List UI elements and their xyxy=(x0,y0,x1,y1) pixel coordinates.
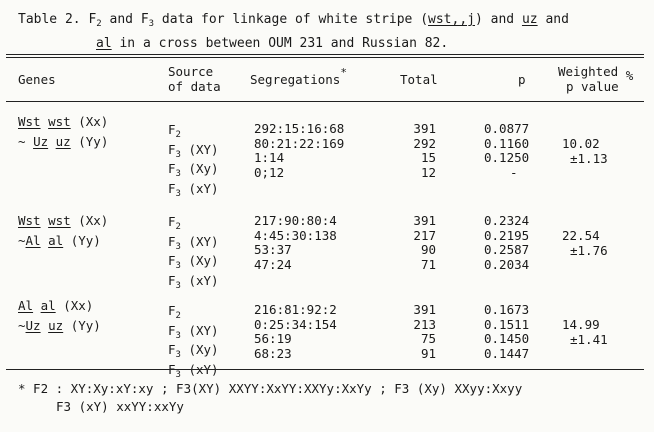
footnote-line-2: F3 (xY) xxYY:xxYy xyxy=(56,399,184,414)
p-value-cell: 0.1160 xyxy=(484,135,530,151)
group-1-p-values xyxy=(484,122,529,180)
header-p: p xyxy=(518,72,526,87)
gene-pair-2 xyxy=(18,211,108,251)
header-weighted xyxy=(558,64,633,94)
genotype-code: (Xx) xyxy=(78,213,109,228)
total-cell: 391 xyxy=(413,213,436,228)
header-weighted-line1: Weighted xyxy=(558,64,619,79)
footnote-line-1: * F2 : XY:Xy:xY:xy ; F3(XY) XXYY:XxYY:XXYy:XxYy ; F3 (Xy) XXyy:Xxyy xyxy=(18,381,523,396)
caption-line-2 xyxy=(18,34,569,53)
total-cell: 15 xyxy=(420,150,436,166)
caption-gene-symbol: al xyxy=(96,36,112,51)
segregation-cell: 53:37 xyxy=(254,242,292,258)
caption-text: in a cross between OUM 231 and Russian 82. xyxy=(111,36,449,51)
gene-symbol: wst xyxy=(48,213,71,228)
p-value-cell: 0.2324 xyxy=(484,213,530,228)
p-value-cell: 0.1447 xyxy=(484,345,530,361)
gene-symbol: Al xyxy=(25,233,41,248)
gene-symbol: uz xyxy=(55,134,71,149)
segregation-cell: 80:21:22:169 xyxy=(254,135,345,151)
header-source xyxy=(168,64,221,94)
segregation-cell: 47:24 xyxy=(254,256,292,272)
total-cell: 75 xyxy=(420,331,436,347)
linkage-mark: ~ xyxy=(18,134,26,149)
segregation-cell: 56:19 xyxy=(254,331,292,347)
genotype-code: (Yy) xyxy=(70,318,101,333)
group-2-totals xyxy=(400,214,436,272)
segregation-cell: 68:23 xyxy=(254,345,292,361)
header-genes: Genes xyxy=(18,72,56,87)
gene-symbol: al xyxy=(40,298,56,313)
header-segregations xyxy=(250,66,347,88)
weighted-error: ±1.76 xyxy=(570,242,608,258)
total-cell: 71 xyxy=(420,256,436,272)
top-rule-double xyxy=(6,57,644,58)
group-2-segregations xyxy=(254,214,337,272)
weighted-error: ±1.41 xyxy=(570,331,608,347)
source-cell: $F_3$ (Xy) xyxy=(168,161,219,180)
header-weighted-line2: p value xyxy=(566,79,619,94)
segregation-cell: 4:45:30:138 xyxy=(254,227,337,243)
genotype-code: (Xx) xyxy=(63,298,94,313)
caption-text: data for linkage of white stripe ( xyxy=(154,12,429,27)
total-cell: 12 xyxy=(420,164,436,180)
source-cell: $F_3$ (xY) xyxy=(168,272,219,291)
linkage-mark: ~ xyxy=(18,318,26,333)
header-percent-sign: % xyxy=(625,68,634,83)
segregation-cell: 0:25:34:154 xyxy=(254,316,337,332)
gene-symbol: Uz xyxy=(33,134,49,149)
group-3-segregations xyxy=(254,303,337,361)
header-source-line1: Source xyxy=(168,64,214,79)
source-cell: $F_3$ (Xy) xyxy=(168,253,219,272)
source-cell: $F_3$ (xY) xyxy=(168,361,219,380)
source-cell: $F_3$ (XY) xyxy=(168,233,219,252)
gene-symbol: Wst xyxy=(18,114,41,129)
bottom-rule xyxy=(6,369,644,370)
p-value-cell: 0.1450 xyxy=(484,331,530,347)
caption-gene-symbol: wst,,j xyxy=(428,12,475,27)
p-value-cell: 0.1673 xyxy=(484,302,530,317)
p-value-cell: 0.1250 xyxy=(484,150,530,166)
gene-pair-3 xyxy=(18,296,101,336)
genotype-code: (Xx) xyxy=(78,114,109,129)
p-value-cell: 0.1511 xyxy=(484,316,530,332)
group-1-totals xyxy=(400,122,436,180)
caption-subscript: 3 xyxy=(148,19,155,29)
p-value-cell: - xyxy=(510,164,518,180)
caption-text: Table 2. F xyxy=(18,12,97,27)
genotype-code: (Yy) xyxy=(70,233,101,248)
gene-symbol: al xyxy=(48,233,64,248)
header-total: Total xyxy=(400,72,438,87)
gene-symbol: Wst xyxy=(18,213,41,228)
total-cell: 391 xyxy=(413,121,436,136)
gene-symbol: Al xyxy=(18,298,34,313)
gene-symbol: Uz xyxy=(25,318,41,333)
caption-text: and xyxy=(537,12,569,27)
total-cell: 292 xyxy=(413,135,436,151)
p-value-cell: 0.2587 xyxy=(484,242,530,258)
header-footnote-marker: * xyxy=(340,66,347,79)
p-value-cell: 0.2195 xyxy=(484,227,530,243)
header-source-line2: of data xyxy=(168,79,221,94)
group-3-sources xyxy=(168,304,219,382)
weighted-value: 14.99 xyxy=(562,317,600,332)
gene-symbol: wst xyxy=(48,114,71,129)
caption-text: and F xyxy=(101,12,149,27)
source-cell: $F_3$ (Xy) xyxy=(168,342,219,361)
caption-line-1 xyxy=(18,10,569,34)
table-footnote xyxy=(18,380,522,416)
source-cell: $F_2$ xyxy=(168,214,181,232)
total-cell: 90 xyxy=(420,242,436,258)
p-value-cell: 0.0877 xyxy=(484,121,530,136)
weighted-value: 10.02 xyxy=(562,136,600,151)
p-value-cell: 0.2034 xyxy=(484,256,530,272)
source-cell: $F_3$ (XY) xyxy=(168,322,219,341)
table-caption xyxy=(18,10,569,53)
genotype-code: (Yy) xyxy=(78,134,109,149)
segregation-cell: 217:90:80:4 xyxy=(254,213,337,228)
total-cell: 391 xyxy=(413,302,436,317)
weighted-value: 22.54 xyxy=(562,228,600,243)
segregation-cell: 292:15:16:68 xyxy=(254,121,345,136)
weighted-error: ±1.13 xyxy=(570,150,608,166)
group-1-sources xyxy=(168,123,219,201)
caption-text: ) and xyxy=(475,12,522,27)
top-rule xyxy=(6,54,644,55)
caption-gene-symbol: uz xyxy=(521,12,538,27)
group-2-weighted xyxy=(562,229,608,258)
header-segregations-text: Segregations xyxy=(250,72,341,87)
total-cell: 213 xyxy=(413,316,436,332)
linkage-mark: ~ xyxy=(18,233,26,248)
source-cell: $F_2$ xyxy=(168,122,181,140)
source-cell: $F_2$ xyxy=(168,303,181,321)
segregation-cell: 216:81:92:2 xyxy=(254,302,337,317)
segregation-cell: 1:14 xyxy=(254,150,285,166)
group-3-totals xyxy=(400,303,436,361)
segregation-cell: 0;12 xyxy=(254,164,285,180)
total-cell: 91 xyxy=(420,345,436,361)
source-cell: $F_3$ (XY) xyxy=(168,141,219,160)
group-2-sources xyxy=(168,215,219,293)
group-3-weighted xyxy=(562,318,608,347)
group-3-p-values xyxy=(484,303,529,361)
group-1-segregations xyxy=(254,122,344,180)
header-rule xyxy=(6,101,644,102)
group-1-weighted xyxy=(562,137,608,166)
gene-symbol: uz xyxy=(48,318,64,333)
group-2-p-values xyxy=(484,214,529,272)
source-cell: $F_3$ (xY) xyxy=(168,180,219,199)
caption-subscript: 2 xyxy=(96,19,102,29)
gene-pair-1 xyxy=(18,112,108,152)
total-cell: 217 xyxy=(413,227,436,243)
